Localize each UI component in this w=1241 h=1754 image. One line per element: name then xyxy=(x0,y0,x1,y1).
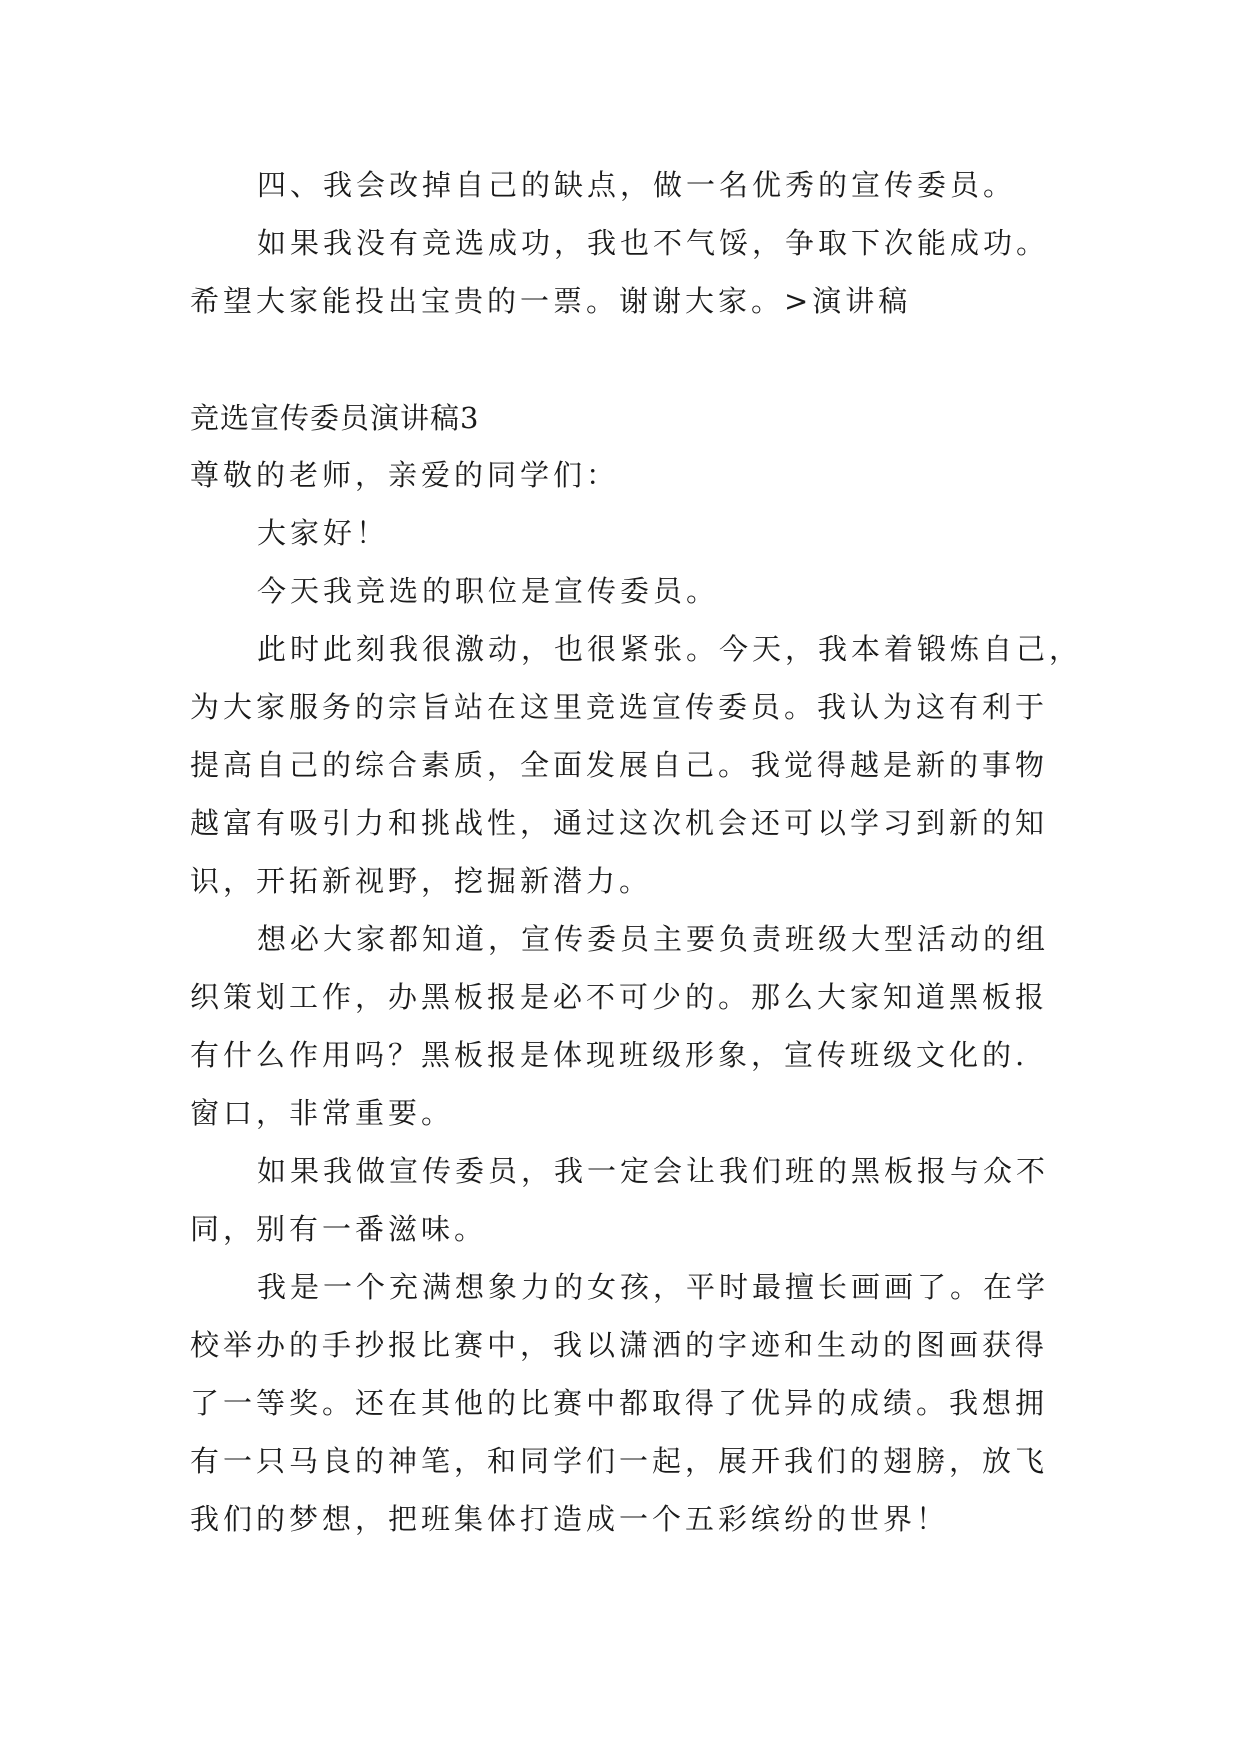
paragraph-line: 今天我竞选的职位是宣传委员。 xyxy=(257,574,720,608)
paragraph-line: 有什么作用吗？黑板报是体现班级形象，宣传班级文化的. xyxy=(190,1038,1029,1072)
paragraph-line: 织策划工作，办黑板报是必不可少的。那么大家知道黑板报 xyxy=(190,980,1049,1014)
paragraph-line: 了一等奖。还在其他的比赛中都取得了优异的成绩。我想拥 xyxy=(190,1386,1049,1420)
paragraph-line: 为大家服务的宗旨站在这里竞选宣传委员。我认为这有利于 xyxy=(190,690,1049,724)
greeting: 大家好！ xyxy=(257,516,390,550)
paragraph-line: 我们的梦想，把班集体打造成一个五彩缤纷的世界！ xyxy=(190,1502,950,1536)
paragraph-line: 校举办的手抄报比赛中，我以潇洒的字迹和生动的图画获得 xyxy=(190,1328,1049,1362)
paragraph-line: 想必大家都知道，宣传委员主要负责班级大型活动的组 xyxy=(257,922,1050,956)
section-title: 竞选宣传委员演讲稿3 xyxy=(190,401,480,435)
paragraph-line: 同，别有一番滋味。 xyxy=(190,1212,488,1246)
paragraph-line: 识，开拓新视野，挖掘新潜力。 xyxy=(190,864,653,898)
paragraph-line: 越富有吸引力和挑战性，通过这次机会还可以学习到新的知 xyxy=(190,806,1049,840)
paragraph-line: 窗口，非常重要。 xyxy=(190,1096,455,1130)
paragraph-line: 我是一个充满想象力的女孩，平时最擅长画画了。在学 xyxy=(257,1270,1050,1304)
paragraph-line: 有一只马良的神笔，和同学们一起，展开我们的翅膀，放飞 xyxy=(190,1444,1049,1478)
paragraph-line: 此时此刻我很激动，也很紧张。今天，我本着锻炼自己， xyxy=(257,632,1083,666)
paragraph-line: 提高自己的综合素质，全面发展自己。我觉得越是新的事物 xyxy=(190,748,1049,782)
paragraph-line: 四、我会改掉自己的缺点，做一名优秀的宣传委员。 xyxy=(257,168,1017,202)
paragraph-line: 如果我做宣传委员，我一定会让我们班的黑板报与众不 xyxy=(257,1154,1050,1188)
paragraph-line: 如果我没有竞选成功，我也不气馁，争取下次能成功。 xyxy=(257,226,1050,260)
salutation: 尊敬的老师，亲爱的同学们： xyxy=(190,458,620,492)
paragraph-line: 希望大家能投出宝贵的一票。谢谢大家。>演讲稿 xyxy=(190,284,912,318)
